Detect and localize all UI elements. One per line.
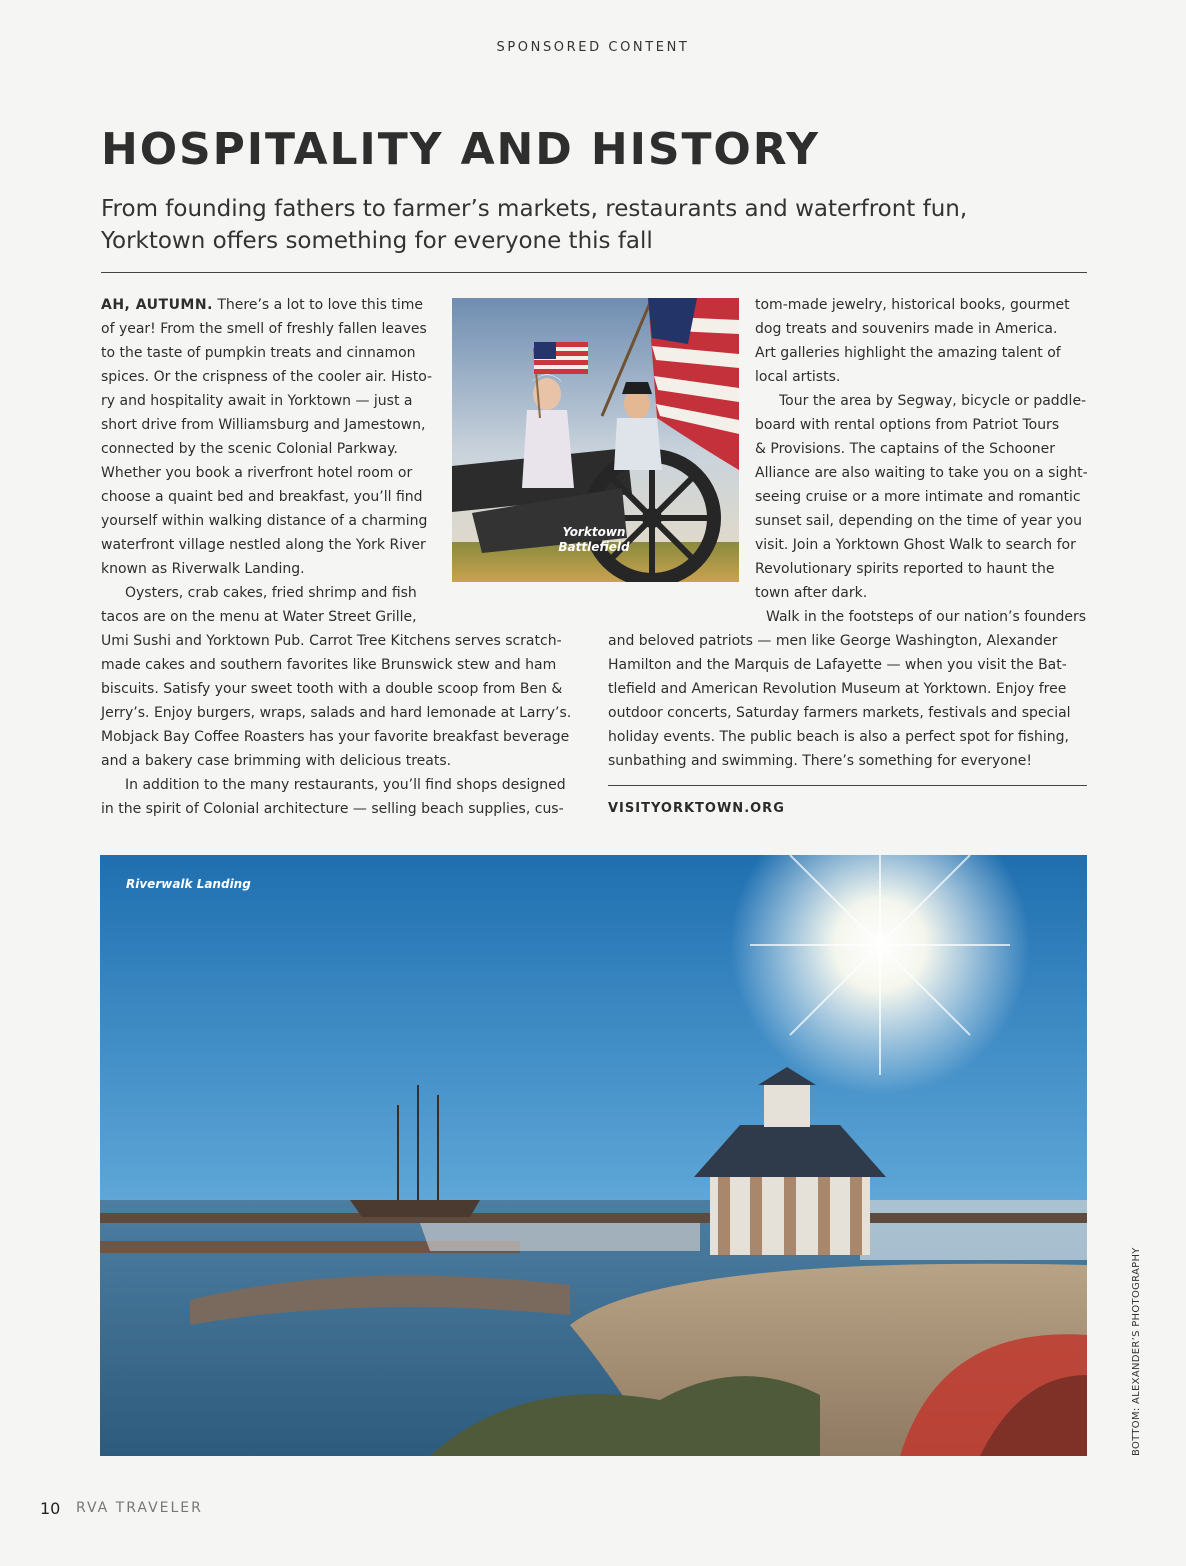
text-line: of year! From the smell of freshly fallen leaves xyxy=(101,321,427,337)
text-line: local artists. xyxy=(755,369,841,385)
text-line: visit. Join a Yorktown Ghost Walk to search for xyxy=(755,537,1076,553)
text-line: and a bakery case brimming with delicious treats. xyxy=(101,753,452,769)
text-line: spices. Or the crispness of the cooler air. Histo- xyxy=(101,369,433,385)
text-line: AH, AUTUMN. There’s a lot to love this time xyxy=(101,297,424,313)
text-line: yourself within walking distance of a charming xyxy=(101,513,428,529)
text-line: outdoor concerts, Saturday farmers markets, festivals and special xyxy=(608,705,1071,721)
text-line: dog treats and souvenirs made in America. xyxy=(755,321,1058,337)
paragraph-shops xyxy=(755,293,1090,605)
text-line: Revolutionary spirits reported to haunt the xyxy=(755,561,1055,577)
headline: HOSPITALITY AND HISTORY xyxy=(101,124,820,175)
deck-line: From founding fathers to farmer’s markets, restaurants and waterfront fun, xyxy=(101,196,968,222)
text-line: Walk in the footsteps of our nation’s founders xyxy=(766,609,1087,625)
text-line: & Provisions. The captains of the Schooner xyxy=(755,441,1055,457)
page-number: 10 xyxy=(40,1499,61,1518)
text-line: connected by the scenic Colonial Parkway. xyxy=(101,441,398,457)
text-line: in the spirit of Colonial architecture — selling beach supplies, cus- xyxy=(101,801,564,817)
deck xyxy=(101,193,1091,257)
photo-credit: BOTTOM: ALEXANDER’S PHOTOGRAPHY xyxy=(1131,1247,1142,1456)
text-line: Tour the area by Segway, bicycle or paddle- xyxy=(779,393,1087,409)
riverwalk-caption: Riverwalk Landing xyxy=(126,877,251,891)
text-line: tlefield and American Revolution Museum at Yorktown. Enjoy free xyxy=(608,681,1067,697)
battlefield-caption xyxy=(540,525,648,555)
top-rule xyxy=(101,272,1087,273)
sponsored-label: SPONSORED CONTENT xyxy=(496,40,690,55)
paragraph-dining xyxy=(101,629,581,821)
text-line: Whether you book a riverfront hotel room or xyxy=(101,465,413,481)
paragraph-intro xyxy=(101,293,436,629)
text-line: to the taste of pumpkin treats and cinnamon xyxy=(101,345,416,361)
text-line: holiday events. The public beach is also a perfect spot for fishing, xyxy=(608,729,1069,745)
text-line: sunbathing and swimming. There’s something for everyone! xyxy=(608,753,1032,769)
end-rule xyxy=(608,785,1087,786)
paragraph-history xyxy=(608,605,1090,773)
text-line: known as Riverwalk Landing. xyxy=(101,561,305,577)
text-line: Alliance are also waiting to take you on a sight- xyxy=(755,465,1088,481)
text-line: In addition to the many restaurants, you’ll find shops designed xyxy=(125,777,566,793)
text-line: ry and hospitality await in Yorktown — just a xyxy=(101,393,413,409)
text-line: tacos are on the menu at Water Street Grille, xyxy=(101,609,417,625)
text-line: Umi Sushi and Yorktown Pub. Carrot Tree Kitchens serves scratch- xyxy=(101,633,562,649)
text-line: Hamilton and the Marquis de Lafayette — when you visit the Bat- xyxy=(608,657,1067,673)
text-line: tom-made jewelry, historical books, gourmet xyxy=(755,297,1070,313)
text-line: choose a quaint bed and breakfast, you’ll find xyxy=(101,489,423,505)
text-line: Oysters, crab cakes, fried shrimp and fish xyxy=(125,585,417,601)
text-line: board with rental options from Patriot Tours xyxy=(755,417,1060,433)
publication-name: RVA TRAVELER xyxy=(76,1500,203,1516)
text-line: made cakes and southern favorites like Brunswick stew and ham xyxy=(101,657,557,673)
text-line: waterfront village nestled along the York River xyxy=(101,537,426,553)
lead-in: AH, AUTUMN. xyxy=(101,297,213,313)
text-line: biscuits. Satisfy your sweet tooth with a double scoop from Ben & xyxy=(101,681,563,697)
text-line: Jerry’s. Enjoy burgers, wraps, salads and hard lemonade at Larry’s. xyxy=(101,705,572,721)
caption-line: Battlefield xyxy=(558,540,630,554)
text-line: town after dark. xyxy=(755,585,868,601)
text-line: seeing cruise or a more intimate and romantic xyxy=(755,489,1081,505)
text-line: and beloved patriots — men like George Washington, Alexander xyxy=(608,633,1058,649)
deck-line: Yorktown offers something for everyone this fall xyxy=(101,228,653,254)
text-line: short drive from Williamsburg and Jamestown, xyxy=(101,417,426,433)
text-line: sunset sail, depending on the time of year you xyxy=(755,513,1083,529)
caption-line: Yorktown xyxy=(562,525,626,539)
website-link[interactable]: VISITYORKTOWN.ORG xyxy=(608,801,785,816)
text-line: Mobjack Bay Coffee Roasters has your favorite breakfast beverage xyxy=(101,729,570,745)
text-line: Art galleries highlight the amazing talent of xyxy=(755,345,1061,361)
riverwalk-photo xyxy=(100,855,1087,1456)
